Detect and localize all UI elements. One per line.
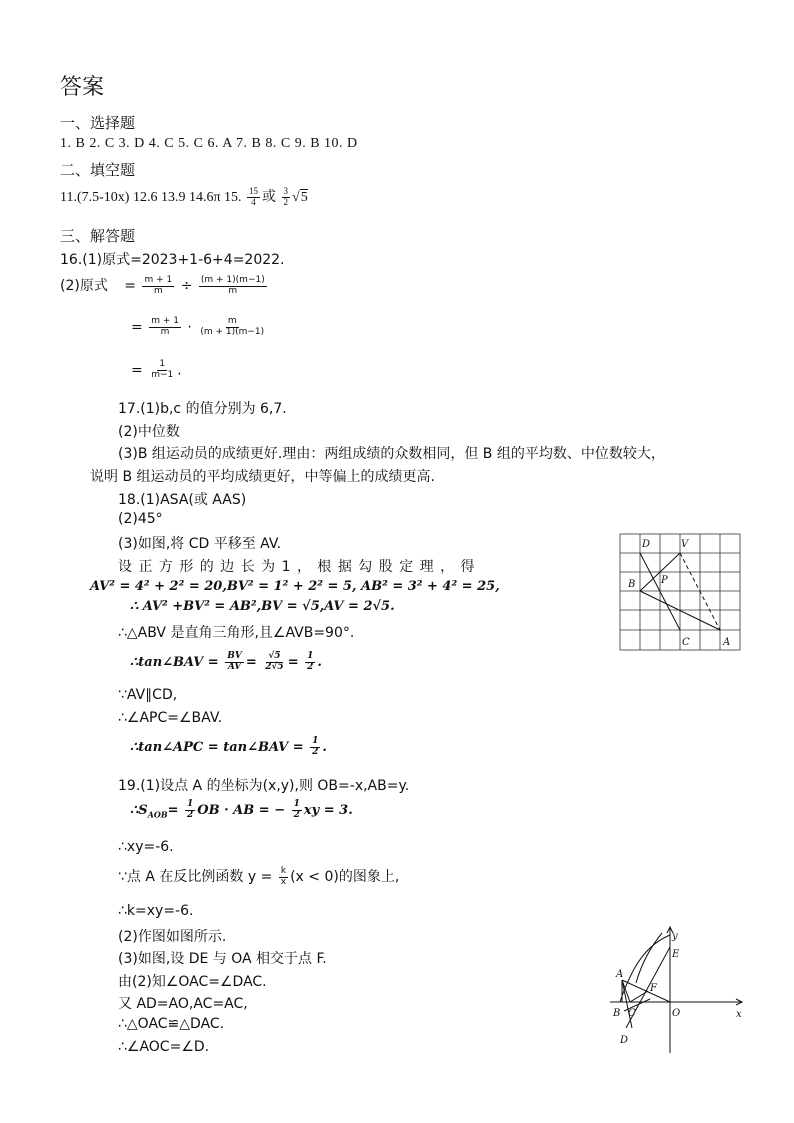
q18-line9: ∵AV∥CD, (118, 687, 178, 703)
q19-line6: (2)作图如图所示. (118, 929, 227, 945)
eq-sign: = (131, 319, 143, 336)
frac-k-x: $\frac{k}{x}$ (280, 865, 287, 887)
label-C: C (628, 1008, 636, 1019)
grid-lines (620, 534, 740, 650)
sqrt-symbol: √ (292, 190, 300, 205)
q16-part2-line1 (60, 275, 269, 296)
frac-f4: $\frac{m}{(m + 1)(m-1)}$ (200, 316, 265, 337)
q19-line10: ∴△OAC≌△DAC. (118, 1016, 225, 1032)
label-F: F (650, 983, 657, 994)
section-heading-choice: 一、选择题 (60, 114, 136, 132)
label-D: D (620, 1035, 629, 1046)
q18-line1: 18.(1)ASA(或 AAS) (118, 492, 247, 508)
q16-label: (2)原式 (60, 278, 108, 294)
fraction-3-2: $\frac{3}{2}$ (283, 186, 289, 208)
section-heading-solve: 三、解答题 (60, 227, 136, 245)
label-C: C (682, 637, 690, 648)
label-O: O (672, 1008, 681, 1019)
q18-line8: ∴tan∠BAV = $\frac{BV}{AV}$ = $\frac{√5}{2√5}$ = $\frac{1}{2}$ . (130, 651, 322, 672)
frac-f1: $\frac{m + 1}{m}$ (144, 274, 173, 296)
fill-answers (60, 186, 308, 208)
frac-bv-av: $\frac{BV}{AV}$ (227, 651, 242, 672)
choice-answers: 1. B 2. C 3. D 4. C 5. C 6. A 7. B 8. C 9. B 10. D (60, 136, 358, 151)
sqrt-value: 5 (300, 190, 308, 205)
frac-f2: $\frac{(m + 1)(m-1)}{m}$ (200, 274, 265, 296)
q16-part2-line2 (131, 317, 268, 338)
label-A: A (616, 969, 624, 980)
q16-part2-line3 (131, 360, 182, 381)
eq-sign: = (124, 278, 137, 294)
q19-line8: 由(2)知∠OAC=∠DAC. (118, 974, 267, 990)
frac-f5: $\frac{1}{m-1}$ (151, 359, 174, 380)
eq-sign: = (131, 362, 143, 379)
q18-grid-figure (619, 533, 741, 651)
q19-line5: ∴k=xy=-6. (118, 903, 194, 919)
label-P: P (661, 575, 668, 586)
q17-line3: (3)B 组运动员的成绩更好.理由：两组成绩的众数相同，但 B 组的平均数、中位数较大， (118, 446, 665, 462)
q16-part1: 16.(1)原式=2023+1-6+4=2022. (60, 252, 285, 268)
q19-line2: $\therefore S_{AOB}=$ $\frac{1}{2}$ OB · AB = − $\frac{1}{2}$ xy = 3. (130, 799, 353, 820)
q19-line4: ∵点 A 在反比例函数 y = $\frac{k}{x}$ (x < 0)的图象上, (118, 865, 400, 887)
q19-line11: ∴∠AOC=∠D. (118, 1039, 210, 1055)
period: . (177, 362, 182, 379)
q19-coordinate-figure (608, 925, 750, 1055)
section-heading-fill: 二、填空题 (60, 161, 136, 179)
or-text: 或 (262, 190, 277, 205)
label-V: V (681, 539, 689, 550)
label-y: y (672, 931, 678, 942)
q18-line4: 设 正 方 形 的 边 长 为 1 ， 根 据 勾 股 定 理 ， 得 (118, 559, 476, 575)
frac-half-3: $\frac{1}{2}$ (187, 799, 194, 820)
label-D: D (642, 539, 651, 550)
q19-line3: ∴xy=-6. (118, 839, 174, 855)
q18-line7: ∴△ABV 是直角三角形,且∠AVB=90°. (118, 625, 355, 641)
q18-line11: ∴tan∠APC = tan∠BAV = $\frac{1}{2}$ . (130, 736, 327, 757)
axes (610, 927, 742, 1053)
q19-line1: 19.(1)设点 A 的坐标为(x,y),则 OB=-x,AB=y. (118, 778, 410, 794)
q18-line10: ∴∠APC=∠BAV. (118, 710, 223, 726)
q17-line1: 17.(1)b,c 的值分别为 6,7. (118, 401, 287, 417)
fill-answers-text: 11.(7.5-10x) 12.6 13.9 14.6π 15. (60, 190, 242, 205)
frac-sqrt5: $\frac{√5}{2√5}$ (265, 651, 284, 672)
q18-line6: ∴ AV² +BV² = AB²,BV = √5,AV = 2√5. (130, 599, 395, 614)
frac-f3: $\frac{m + 1}{m}$ (151, 316, 179, 337)
label-A: A (723, 637, 731, 648)
q17-line4: 说明 B 组运动员的平均成绩更好，中等偏上的成绩更高. (90, 469, 435, 485)
frac-half-4: $\frac{1}{2}$ (293, 799, 300, 820)
div-sign: ÷ (180, 278, 193, 294)
label-E: E (672, 949, 680, 960)
q19-line7: (3)如图,设 DE 与 OA 相交于点 F. (118, 951, 327, 967)
fraction-15-4: $\frac{15}{4}$ (249, 186, 259, 208)
label-B: B (628, 579, 636, 590)
q19-line9: 又 AD=AO,AC=AC, (118, 996, 248, 1012)
q18-line3: (3)如图,将 CD 平移至 AV. (118, 536, 282, 552)
label-B: B (613, 1008, 621, 1019)
q18-line2: (2)45° (118, 511, 163, 527)
q17-line2: (2)中位数 (118, 424, 180, 440)
q18-line5: AV² = 4² + 2² = 20,BV² = 1² + 2² = 5, AB² = 3² + 4² = 25, (90, 579, 500, 594)
frac-half-2: $\frac{1}{2}$ (312, 736, 319, 757)
page-title: 答案 (60, 75, 105, 100)
frac-half: $\frac{1}{2}$ (307, 651, 314, 672)
dot-sign: · (187, 319, 192, 336)
label-x: x (736, 1009, 742, 1020)
